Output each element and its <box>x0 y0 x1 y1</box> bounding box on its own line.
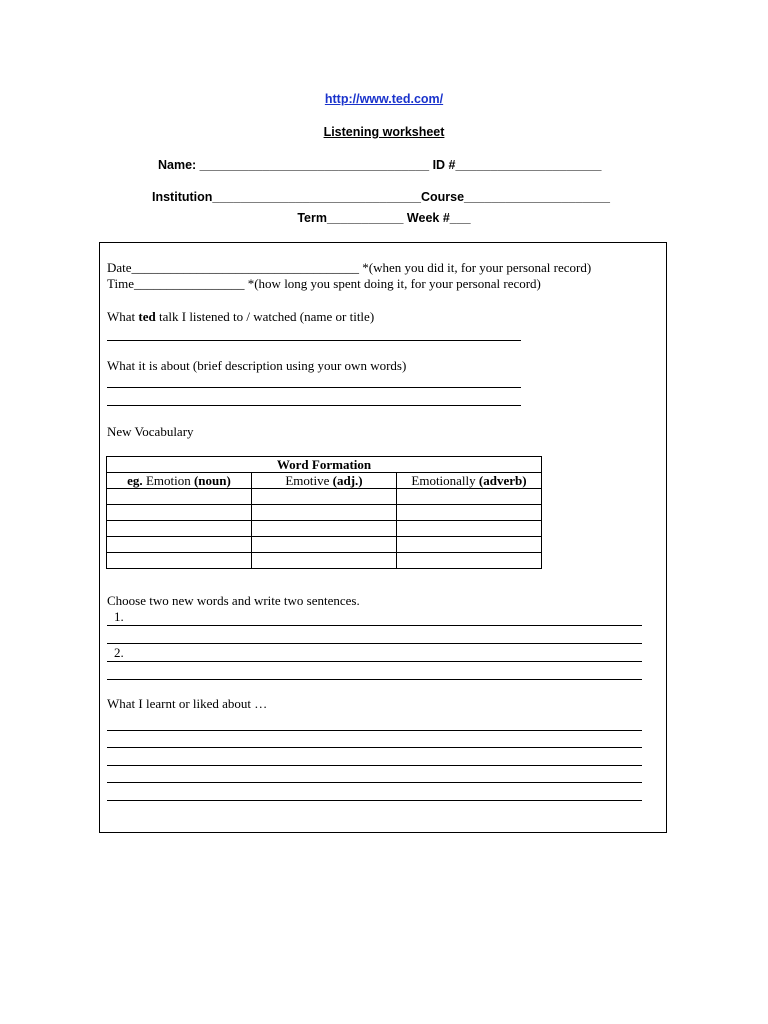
about-answer-line[interactable] <box>107 387 521 388</box>
table-cell[interactable] <box>252 505 397 521</box>
table-cell[interactable] <box>107 553 252 569</box>
time-field[interactable]: Time_________________ *(how long you spent doing it, for your personal record) <box>107 276 541 291</box>
table-row <box>107 489 542 505</box>
table-cell[interactable] <box>252 521 397 537</box>
sentence-2-label: 2. <box>114 645 124 660</box>
learnt-answer-line[interactable] <box>107 765 642 766</box>
sentence-answer-line[interactable] <box>107 661 642 662</box>
table-row <box>107 505 542 521</box>
word-formation-table <box>106 456 542 569</box>
table-cell[interactable] <box>397 489 542 505</box>
sentence-answer-line[interactable] <box>107 625 642 626</box>
adverb-header: Emotionally (adverb) <box>397 473 542 489</box>
learnt-label: What I learnt or liked about … <box>107 696 268 711</box>
adjective-header: Emotive (adj.) <box>252 473 397 489</box>
sentence-answer-line[interactable] <box>107 679 642 680</box>
sentence-1-label: 1. <box>114 609 124 624</box>
table-cell[interactable] <box>107 505 252 521</box>
talk-label: What ted talk I listened to / watched (name or title) <box>107 309 375 324</box>
name-id-field[interactable]: Name: _________________________________ ID #_____________________ <box>158 158 602 172</box>
table-cell[interactable] <box>252 537 397 553</box>
date-field[interactable]: Date___________________________________ *(when you did it, for your personal record) <box>107 260 592 275</box>
learnt-answer-line[interactable] <box>107 800 642 801</box>
table-row <box>107 521 542 537</box>
table-cell[interactable] <box>397 521 542 537</box>
table-cell[interactable] <box>252 489 397 505</box>
ted-url-link[interactable]: http://www.ted.com/ <box>324 92 444 106</box>
vocab-label: New Vocabulary <box>107 424 194 439</box>
learnt-answer-line[interactable] <box>107 747 642 748</box>
worksheet-title: Listening worksheet <box>323 125 445 139</box>
table-row <box>107 537 542 553</box>
table-cell[interactable] <box>397 553 542 569</box>
learnt-answer-line[interactable] <box>107 730 642 731</box>
sentence-answer-line[interactable] <box>107 643 642 644</box>
word-formation-title: Word Formation <box>107 457 542 473</box>
table-cell[interactable] <box>397 505 542 521</box>
institution-course-field[interactable]: Institution______________________________Course_____________________ <box>152 190 611 204</box>
table-cell[interactable] <box>397 537 542 553</box>
about-answer-line[interactable] <box>107 405 521 406</box>
table-cell[interactable] <box>107 521 252 537</box>
about-label: What it is about (brief description using your own words) <box>107 358 407 373</box>
table-row <box>107 553 542 569</box>
table-cell[interactable] <box>107 537 252 553</box>
talk-answer-line[interactable] <box>107 340 521 341</box>
term-week-field[interactable]: Term___________ Week #___ <box>297 211 471 225</box>
sentences-label: Choose two new words and write two sentences. <box>107 593 360 608</box>
table-cell[interactable] <box>107 489 252 505</box>
learnt-answer-line[interactable] <box>107 782 642 783</box>
noun-header: eg. Emotion (noun) <box>107 473 252 489</box>
table-cell[interactable] <box>252 553 397 569</box>
